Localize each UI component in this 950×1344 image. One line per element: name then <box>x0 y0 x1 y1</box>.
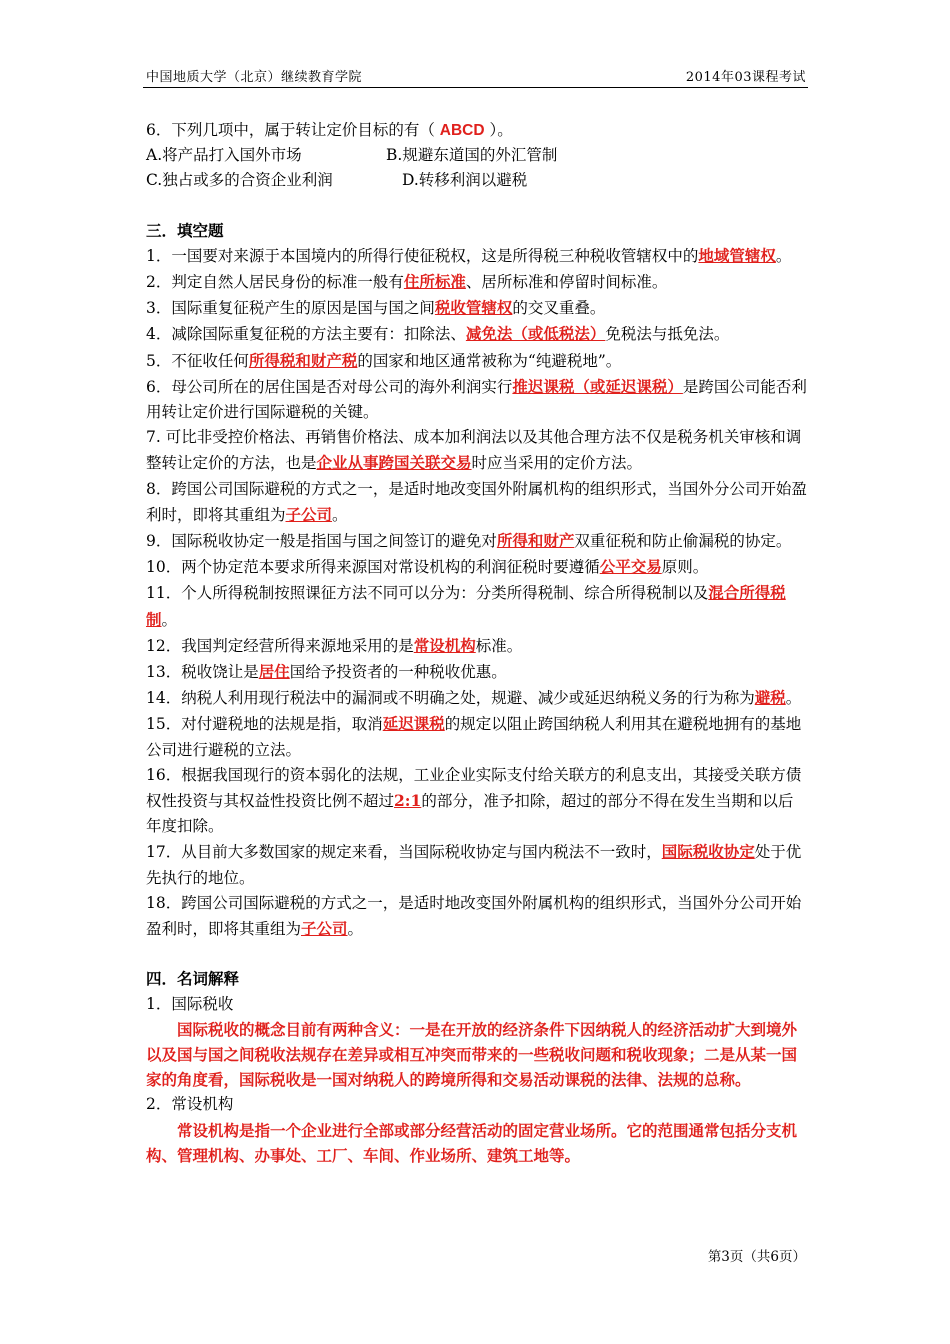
fill-item: 16．根据我国现行的资本弱化的法规，工业企业实际支付给关联方的利息支出，其接受关联方债权性投资与其权益性投资比例不超过2:1的部分，准予扣除，超过的部分不得在发生当期和以后年度扣除。 <box>146 765 802 836</box>
answer: 子公司 <box>301 919 348 939</box>
question-6 <box>146 118 808 143</box>
answer: 公平交易 <box>599 557 662 577</box>
fill-item: 12．我国判定经营所得来源地采用的是常设机构标准。 <box>146 635 523 655</box>
header-exam: 2014年03课程考试 <box>685 70 806 85</box>
term-title: 1．国际税收 <box>146 994 234 1013</box>
fill-item: 4．减除国际重复征税的方法主要有：扣除法、减免法（或低税法）免税法与抵免法。 <box>146 324 730 344</box>
question-tail: ）。 <box>484 121 513 139</box>
fill-item: 14．纳税人利用现行税法中的漏洞或不明确之处，规避、减少或延迟纳税义务的行为称为避税。 <box>146 688 802 708</box>
fill-item: 5．不征收任何所得税和财产税的国家和地区通常被称为“纯避税地”。 <box>146 350 622 370</box>
page-header <box>143 66 808 84</box>
fill-item: 10．两个协定范本要求所得来源国对常设机构的利润征税时要遵循公平交易原则。 <box>146 557 709 577</box>
fill-item: 18．跨国公司国际避税的方式之一，是适时地改变国外附属机构的组织形式，当国外分公司开始盈利时，即将其重组为子公司。 <box>146 893 802 939</box>
answer: 居住 <box>258 662 290 682</box>
fill-item: 13．税收饶让是居住国给予投资者的一种税收优惠。 <box>146 662 507 682</box>
options-row <box>146 168 808 193</box>
answer: 减免法（或低税法） <box>465 324 606 344</box>
option-b: B.规避东道国的外汇管制 <box>386 146 558 165</box>
fill-item: 11．个人所得税制按照课征方法不同可以分为：分类所得税制、综合所得税制以及混合所得税制。 <box>146 583 786 629</box>
answer: 常设机构 <box>413 635 476 655</box>
answer: 税收管辖权 <box>434 298 513 318</box>
answer: 企业从事跨国关联交易 <box>316 453 472 473</box>
page-number: 第3页（共6页） <box>707 1249 806 1265</box>
fill-item: 6．母公司所在的居住国是否对母公司的海外利润实行推迟课税（或延迟课税）是跨国公司能否利用转让定价进行国际避税的关键。 <box>146 376 807 422</box>
answer: 推迟课税（或延迟课税） <box>512 376 683 396</box>
answer: 子公司 <box>285 504 333 524</box>
fill-item: 9．国际税收协定一般是指国与国之间签订的避免对所得和财产双重征税和防止偷漏税的协定。 <box>146 531 792 551</box>
question-stem: 6．下列几项中，属于转让定价目标的有（ <box>146 121 440 139</box>
term-2 <box>146 1092 808 1168</box>
term-definition: 国际税收的概念目前有两种含义：一是在开放的经济条件下因纳税人的经济活动扩大到境外以及国与国之间税收法规存在差异或相互冲突而带来的一些税收问题和税收现象；二是从某一国家的角度看，国际税收是一国对纳税人的跨境所得和交易活动课税的法律、法规的总称。 <box>146 1019 798 1090</box>
answer: ABCD <box>439 122 485 139</box>
answer: 所得税和财产税 <box>248 350 358 370</box>
answer: 混合所得税制 <box>146 583 786 629</box>
answer: 2:1 <box>394 791 422 811</box>
term-definition: 常设机构是指一个企业进行全部或部分经营活动的固定营业场所。它的范围通常包括分支机构、管理机构、办事处、工厂、车间、作业场所、建筑工地等。 <box>146 1120 798 1165</box>
header-institution: 中国地质大学（北京）继续教育学院 <box>146 70 363 85</box>
option-c: C.独占或多的合资企业利润 <box>146 171 333 190</box>
section-heading: 四．名词解释 <box>146 969 240 989</box>
options-row <box>146 143 808 168</box>
answer: 所得和财产 <box>496 531 575 551</box>
answer: 住所标准 <box>403 272 466 292</box>
answer: 国际税收协定 <box>661 842 755 862</box>
answer: 避税 <box>754 688 786 708</box>
answer: 地域管辖权 <box>698 245 776 265</box>
section-heading: 三．填空题 <box>146 220 224 240</box>
fill-item: 7. 可比非受控价格法、再销售价格法、成本加利润法以及其他合理方法不仅是税务机关审核和调整转让定价的方法，也是企业从事跨国关联交易时应当采用的定价方法。 <box>146 428 802 473</box>
fill-item: 3．国际重复征税产生的原因是国与国之间税收管辖权的交叉重叠。 <box>146 298 606 318</box>
document-body <box>146 118 808 1168</box>
term-title: 2．常设机构 <box>146 1095 234 1114</box>
fill-item: 17．从目前大多数国家的规定来看，当国际税收协定与国内税法不一致时，国际税收协定处于优先执行的地位。 <box>146 842 802 887</box>
fill-item: 1．一国要对来源于本国境内的所得行使征税权，这是所得税三种税收管辖权中的地域管辖权。 <box>146 245 792 265</box>
fill-item: 8．跨国公司国际避税的方式之一，是适时地改变国外附属机构的组织形式，当国外分公司开始盈利时，即将其重组为子公司。 <box>146 479 807 524</box>
option-d: D.转移利润以避税 <box>402 171 528 190</box>
answer: 延迟课税 <box>382 714 445 734</box>
option-a: A.将产品打入国外市场 <box>146 146 302 165</box>
fill-blank-list <box>146 243 808 942</box>
fill-item: 15．对付避税地的法规是指，取消延迟课税的规定以阻止跨国纳税人利用其在避税地拥有的基地公司进行避税的立法。 <box>146 714 802 759</box>
header-rule <box>143 87 808 88</box>
term-1 <box>146 992 808 1093</box>
fill-item: 2．判定自然人居民身份的标准一般有住所标准、居所标准和停留时间标准。 <box>146 272 668 292</box>
